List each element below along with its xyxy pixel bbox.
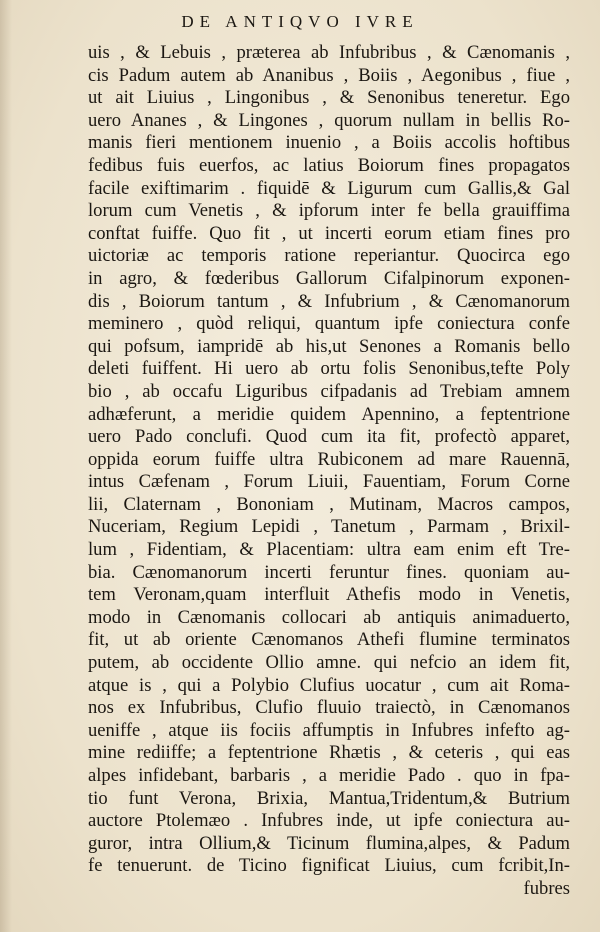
- text-line: modo in Cænomanis collocari ab antiquis animaduerto,: [88, 606, 570, 628]
- text-line: alpes infidebant, barbaris , a meridie Pado . quo in fpa-: [88, 765, 570, 786]
- text-line: fit, ut ab oriente Cænomanos Athefi flumine terminatos: [88, 629, 570, 651]
- text-line: nos ex Infubribus, Clufio fluuio traiectò, in Cænomanos: [88, 697, 570, 719]
- running-title: DE ANTIQVO IVRE: [181, 12, 419, 31]
- text-line: adhæferunt, a meridie quidem Apennino, a feptentrione: [88, 403, 570, 425]
- text-line: lii, Claternam , Bononiam , Mutinam, Macros campos,: [88, 493, 570, 515]
- text-line: facile exiftimarim . fiquidē & Ligurum cum Gallis,& Gal: [88, 177, 570, 199]
- text-line: uis , & Lebuis , præterea ab Infubribus , & Cænomanis ,: [88, 42, 570, 63]
- text-line: putem, ab occidente Ollio amne. qui nefcio an idem fit,: [88, 652, 570, 674]
- text-line: lum , Fidentiam, & Placentiam: ultra eam enim eft Tre-: [88, 539, 570, 561]
- text-line: deleti fuiffent. Hi uero ab ortu folis Senonibus,tefte Poly: [88, 358, 570, 380]
- text-line: bia. Cænomanorum incerti feruntur fines. quoniam au-: [88, 561, 570, 583]
- text-line: uero Ananes , & Lingones , quorum nullam in bellis Ro-: [88, 109, 570, 131]
- text-line: fedibus fuis euerfos, ac latius Boiorum fines propagatos: [88, 154, 570, 176]
- text-line: atque is , qui a Polybio Clufius uocatur , cum ait Roma-: [88, 674, 570, 696]
- text-line: dis , Boiorum tantum , & Infubrium , & Cænomanorum: [88, 290, 570, 312]
- text-line: ut ait Liuius , Lingonibus , & Senonibus teneretur. Ego: [88, 87, 570, 109]
- text-line: mine rediiffe; a feptentrione Rhætis , & ceteris , qui eas: [88, 742, 570, 764]
- text-line: auctore Ptolemæo . Infubres inde, ut ipfe coniectura au-: [88, 810, 570, 832]
- text-line: tio funt Verona, Brixia, Mantua,Tridentum,& Butrium: [88, 787, 570, 809]
- text-line: Nuceriam, Regium Lepidi , Tanetum , Parmam , Brixil-: [88, 516, 570, 538]
- text-line: tem Veronam,quam interfluit Athefis modo in Venetis,: [88, 584, 570, 606]
- text-line: fe tenuerunt. de Ticino fignificat Liuius, cum fcribit,In-: [88, 855, 570, 877]
- text-line: lorum cum Venetis , & ipforum inter fe bella grauiffima: [88, 200, 570, 222]
- text-line: uictoriæ ac temporis ratione reperiantur. Quocirca ego: [88, 245, 570, 267]
- text-line: guror, intra Ollium,& Ticinum flumina,alpes, & Padum: [88, 832, 570, 854]
- text-line: cis Padum autem ab Ananibus , Boiis , Aegonibus , fiue ,: [88, 64, 570, 86]
- text-line: qui pofsum, iampridē ab his,ut Senones a Romanis bello: [88, 335, 570, 357]
- text-line: conftat fuiffe. Quo fit , ut incerti eorum etiam fines pro: [88, 222, 570, 244]
- text-line: manis fieri mentionem inuenio , a Boiis accolis hoftibus: [88, 132, 570, 154]
- body-text: [88, 42, 570, 901]
- text-line: ueniffe , atque iis fociis affumptis in Infubres infefto ag-: [88, 719, 570, 741]
- text-line: in agro, & fœderibus Gallorum Cifalpinorum exponen-: [88, 267, 570, 289]
- text-line: meminero , quòd reliqui, quantum ipfe coniectura confe: [88, 313, 570, 335]
- text-line: oppida eorum fuiffe ultra Rubiconem ad mare Rauennā,: [88, 448, 570, 470]
- text-line: bio , ab occafu Liguribus cifpadanis ad Trebiam amnem: [88, 380, 570, 402]
- text-line: fubres: [523, 877, 570, 899]
- text-line: uero Pado conclufi. Quod cum ita fit, profectò apparet,: [88, 426, 570, 448]
- text-line: intus Cæfenam , Forum Liuii, Fauentiam, Forum Corne: [88, 471, 570, 493]
- page-gutter-shadow: [0, 0, 12, 932]
